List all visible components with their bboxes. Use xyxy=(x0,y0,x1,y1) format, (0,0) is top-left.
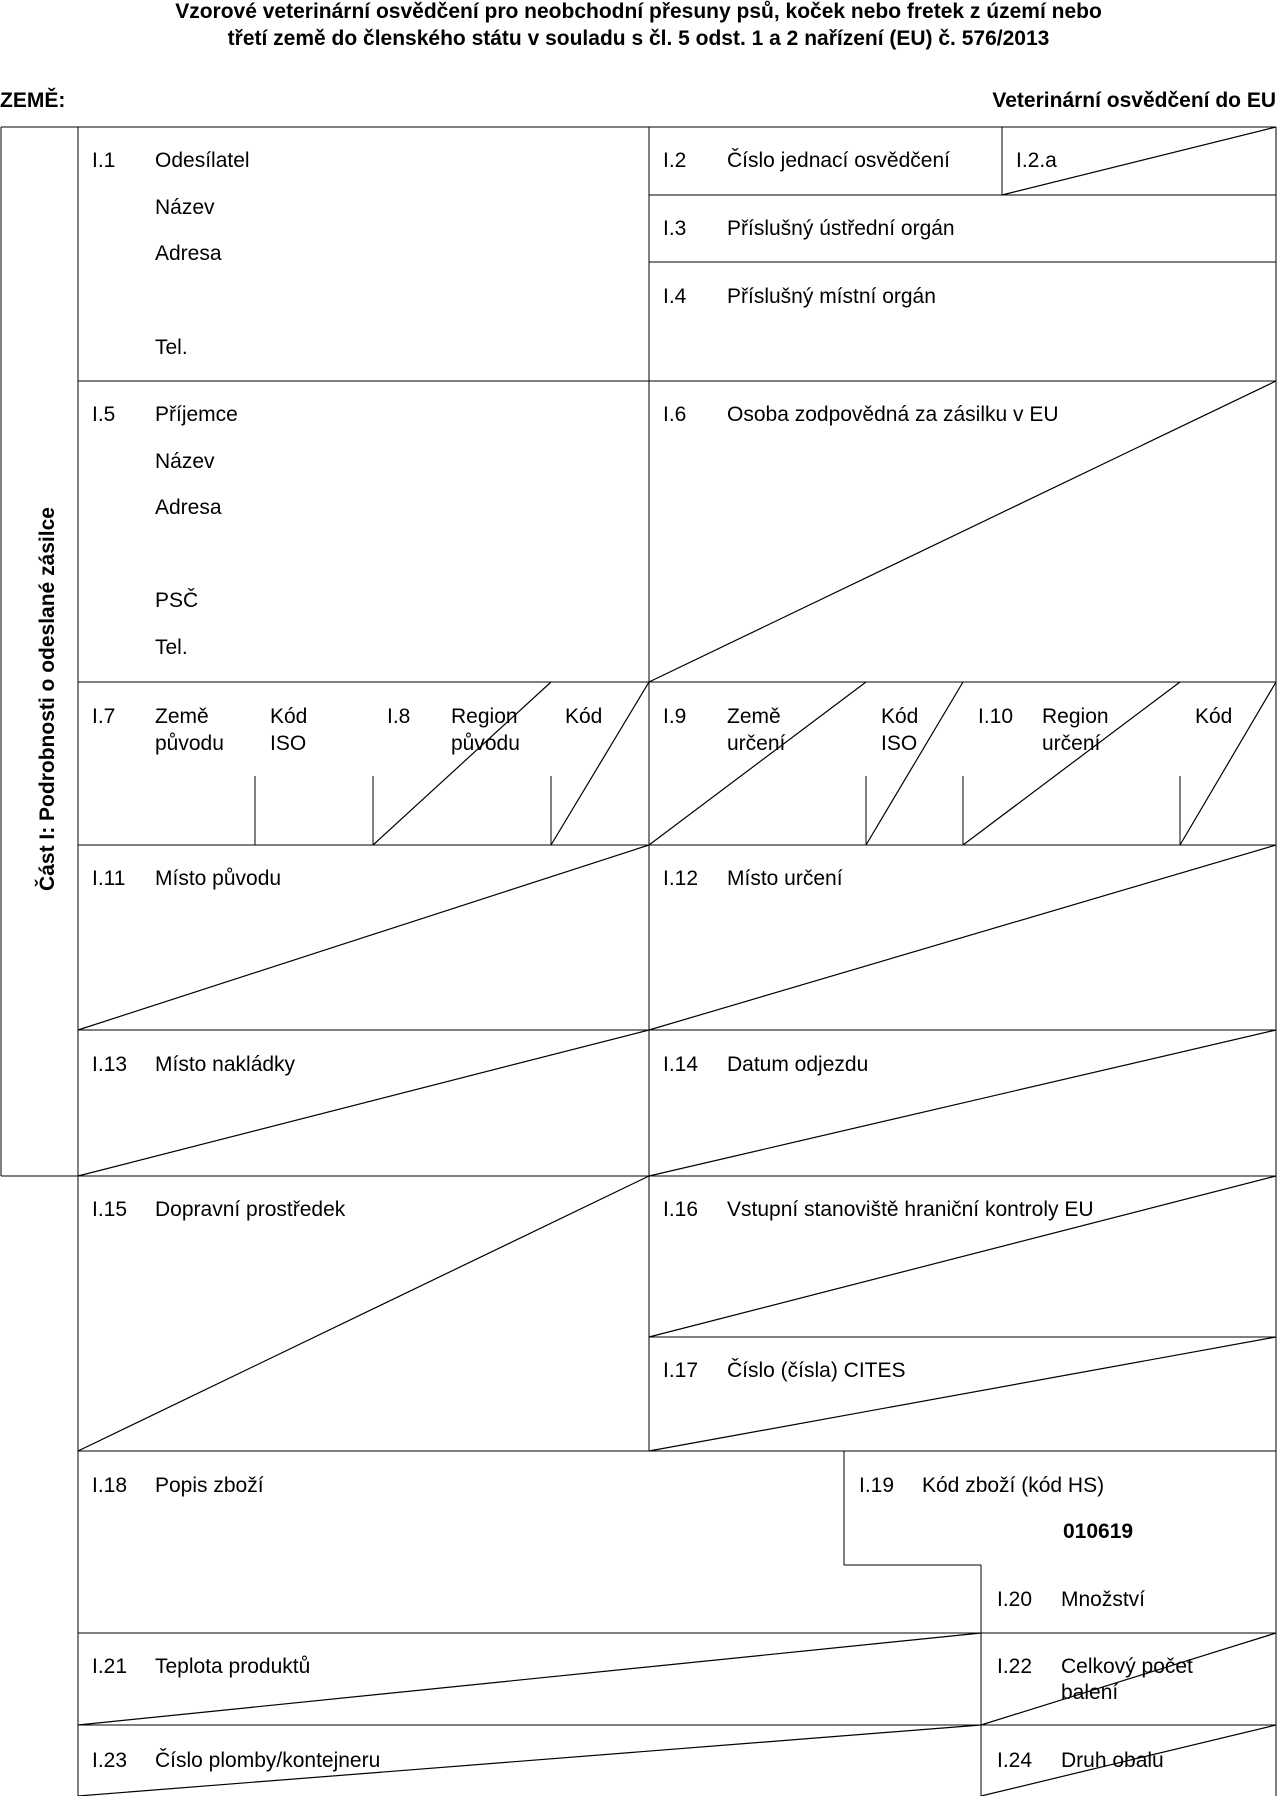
box-i21-label: Teplota produktů xyxy=(155,1655,311,1678)
box-i19-label: Kód zboží (kód HS) xyxy=(922,1474,1105,1497)
box-i1-label: Odesílatel xyxy=(155,149,250,172)
box-i14-number: I.14 xyxy=(663,1053,699,1076)
box-i9-label-line2: určení xyxy=(727,732,786,755)
box-i10-number: I.10 xyxy=(978,705,1014,728)
box-i16-number: I.16 xyxy=(663,1198,699,1221)
box-i14-label: Datum odjezdu xyxy=(727,1053,869,1076)
box-i5-address: Adresa xyxy=(155,496,222,519)
box-i11-label: Místo původu xyxy=(155,867,282,890)
box-i1-name: Název xyxy=(155,196,215,219)
box-i9-iso-line1: Kód xyxy=(881,705,919,728)
box-i22-label-line1: Celkový počet xyxy=(1061,1655,1193,1678)
box-i9-number: I.9 xyxy=(663,705,687,728)
box-i24-number: I.24 xyxy=(997,1749,1033,1772)
box-i7-iso-line1: Kód xyxy=(270,705,308,728)
box-i2-number: I.2 xyxy=(663,149,687,172)
box-i4-label: Příslušný místní orgán xyxy=(727,285,936,308)
box-i1-tel: Tel. xyxy=(155,336,188,359)
box-i7-number: I.7 xyxy=(92,705,116,728)
box-i8-label-line1: Region xyxy=(451,705,518,728)
box-i18-label: Popis zboží xyxy=(155,1474,264,1497)
box-i1-address: Adresa xyxy=(155,242,222,265)
box-i9-label-line1: Země xyxy=(727,705,781,728)
certificate-label: Veterinární osvědčení do EU xyxy=(992,89,1276,112)
box-i20-number: I.20 xyxy=(997,1588,1033,1611)
box-i5-number: I.5 xyxy=(92,403,116,426)
box-i2a-number: I.2.a xyxy=(1016,149,1057,172)
box-i13-label: Místo nakládky xyxy=(155,1053,296,1076)
box-i11-number: I.11 xyxy=(92,867,126,890)
box-i23-label: Číslo plomby/kontejneru xyxy=(155,1749,381,1772)
box-i5-postcode: PSČ xyxy=(155,589,199,612)
country-label: ZEMĚ: xyxy=(0,89,66,112)
title-line-2: třetí země do členského státu v souladu s čl. 5 odst. 1 a 2 nařízení (EU) č. 576/2013 xyxy=(227,27,1050,50)
box-i5-label: Příjemce xyxy=(155,403,238,426)
box-i19-number: I.19 xyxy=(859,1474,895,1497)
box-i24-label: Druh obalu xyxy=(1061,1749,1164,1772)
box-i3-number: I.3 xyxy=(663,217,687,240)
box-i9-iso-line2: ISO xyxy=(881,732,918,755)
box-i15-label: Dopravní prostředek xyxy=(155,1198,346,1221)
strike-line xyxy=(649,1337,1276,1451)
box-i12-label: Místo určení xyxy=(727,867,843,890)
title-line-1: Vzorové veterinární osvědčení pro neobchodní přesuny psů, koček nebo fretek z území nebo xyxy=(175,0,1102,23)
box-i23-number: I.23 xyxy=(92,1749,128,1772)
box-i8-label-line2: původu xyxy=(451,732,520,755)
box-i5-tel: Tel. xyxy=(155,636,188,659)
box-i6-label: Osoba zodpovědná za zásilku v EU xyxy=(727,403,1059,426)
box-i4-number: I.4 xyxy=(663,285,687,308)
box-i1-number: I.1 xyxy=(92,149,116,172)
box-i12-number: I.12 xyxy=(663,867,699,890)
box-i8-code: Kód xyxy=(565,705,603,728)
box-i3-label: Příslušný ústřední orgán xyxy=(727,217,955,240)
box-i13-number: I.13 xyxy=(92,1053,128,1076)
box-i10-label-line1: Region xyxy=(1042,705,1109,728)
box-i16-label: Vstupní stanoviště hraniční kontroly EU xyxy=(727,1198,1094,1221)
box-i2-label: Číslo jednací osvědčení xyxy=(727,149,950,172)
box-i18-number: I.18 xyxy=(92,1474,128,1497)
box-i10-code: Kód xyxy=(1195,705,1233,728)
box-i7-label-line2: původu xyxy=(155,732,224,755)
box-i10-label-line2: určení xyxy=(1042,732,1101,755)
box-i20-label: Množství xyxy=(1061,1588,1146,1611)
part-i-label: Část I: Podrobnosti o odeslané zásilce xyxy=(36,507,59,891)
box-i21-number: I.21 xyxy=(92,1655,128,1678)
box-i17-number: I.17 xyxy=(663,1359,699,1382)
box-i22-label-line2: balení xyxy=(1061,1681,1119,1704)
box-i19-hs-code: 010619 xyxy=(1063,1520,1134,1543)
box-i22-number: I.22 xyxy=(997,1655,1033,1678)
box-i15-number: I.15 xyxy=(92,1198,128,1221)
box-i6-number: I.6 xyxy=(663,403,687,426)
box-i7-label-line1: Země xyxy=(155,705,209,728)
box-i5-name: Název xyxy=(155,450,215,473)
box-i8-number: I.8 xyxy=(387,705,411,728)
box-i17-label: Číslo (čísla) CITES xyxy=(727,1359,906,1382)
box-i7-iso-line2: ISO xyxy=(270,732,307,755)
